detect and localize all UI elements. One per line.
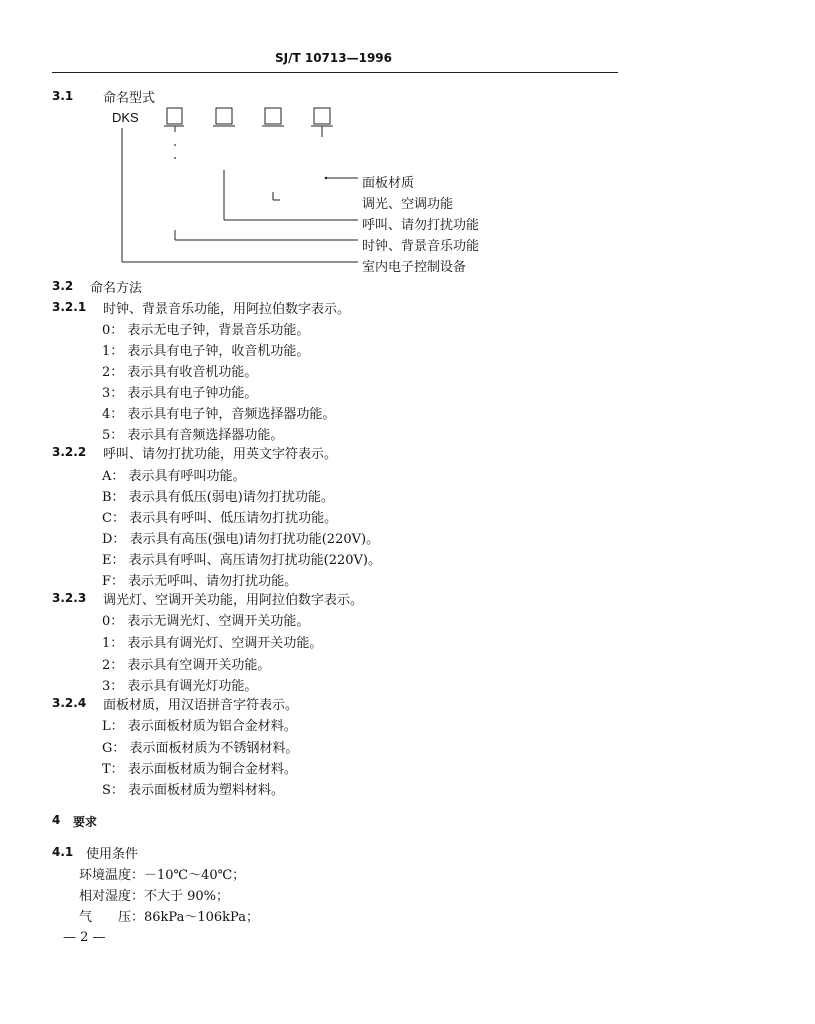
list-item: 4： 表示具有电子钟，音频选择器功能。 [102,407,336,422]
list-item: 3： 表示具有调光灯功能。 [102,679,258,694]
list-item: S： 表示面板材质为塑料材料。 [102,783,285,798]
list-item: 3： 表示具有电子钟功能。 [102,386,258,401]
section-3-2-4-text: 面板材质，用汉语拼音字符表示。 [103,698,299,713]
label-clock-music: 时钟、背景音乐功能 [362,239,480,254]
list-item: 1： 表示具有调光灯、空调开关功能。 [102,636,323,651]
section-4-1-number: 4.1 [52,845,74,859]
section-3-1-number: 3.1 [52,89,74,103]
section-3-1-title: 命名型式 [103,91,156,106]
air-pressure: 气 压：86kPa～106kPa； [79,910,259,925]
label-device: 室内电子控制设备 [362,260,467,275]
section-4-1-title: 使用条件 [86,847,139,862]
section-3-2-1-number: 3.2.1 [52,300,87,314]
section-4-title: 要求 [73,815,98,829]
slot-box-1 [167,108,182,124]
model-prefix: DKS [112,110,139,125]
section-3-2-2-text: 呼叫、请勿打扰功能，用英文字符表示。 [103,447,338,462]
section-3-2-4-number: 3.2.4 [52,696,87,710]
relative-humidity: 相对湿度：不大于 90%； [79,889,230,904]
list-item: A： 表示具有呼叫功能。 [102,469,246,484]
slot-box-3 [265,108,281,124]
label-panel-material: 面板材质 [362,176,415,191]
list-item: G： 表示面板材质为不锈钢材料。 [102,741,299,756]
list-item: D： 表示具有高压(强电)请勿打扰功能(220V)。 [102,532,380,547]
section-3-2-number: 3.2 [52,279,74,293]
section-3-2-title: 命名方法 [90,281,143,296]
list-item: E： 表示具有呼叫、高压请勿打扰功能(220V)。 [102,553,381,568]
list-item: 2： 表示具有收音机功能。 [102,365,258,380]
slot-box-2 [216,108,232,124]
slot-box-4 [314,108,330,124]
section-3-2-3-number: 3.2.3 [52,591,87,605]
page-number: — 2 — [63,930,106,945]
section-3-2-1-text: 时钟、背景音乐功能，用阿拉伯数字表示。 [103,302,351,317]
ambient-temperature: 环境温度：－10℃～40℃； [79,868,246,883]
list-item: L： 表示面板材质为铝合金材料。 [102,719,297,734]
list-item: 0： 表示无调光灯、空调开关功能。 [102,614,310,629]
list-item: B： 表示具有低压(弱电)请勿打扰功能。 [102,490,334,505]
section-3-2-3-text: 调光灯、空调开关功能，用阿拉伯数字表示。 [103,593,364,608]
label-dimmer-ac: 调光、空调功能 [362,197,454,212]
list-item: F： 表示无呼叫、请勿打扰功能。 [102,574,298,589]
section-4-number: 4 [52,813,61,827]
list-item: T： 表示面板材质为铜合金材料。 [102,762,297,777]
section-3-2-2-number: 3.2.2 [52,445,87,459]
doc-code: SJ/T 10713—1996 [275,51,392,65]
label-call-dnd: 呼叫、请勿打扰功能 [362,218,480,233]
list-item: 0： 表示无电子钟，背景音乐功能。 [102,323,310,338]
list-item: 5： 表示具有音频选择器功能。 [102,428,284,443]
list-item: 2： 表示具有空调开关功能。 [102,658,271,673]
list-item: 1： 表示具有电子钟，收音机功能。 [102,344,310,359]
list-item: C： 表示具有呼叫、低压请勿打扰功能。 [102,511,338,526]
